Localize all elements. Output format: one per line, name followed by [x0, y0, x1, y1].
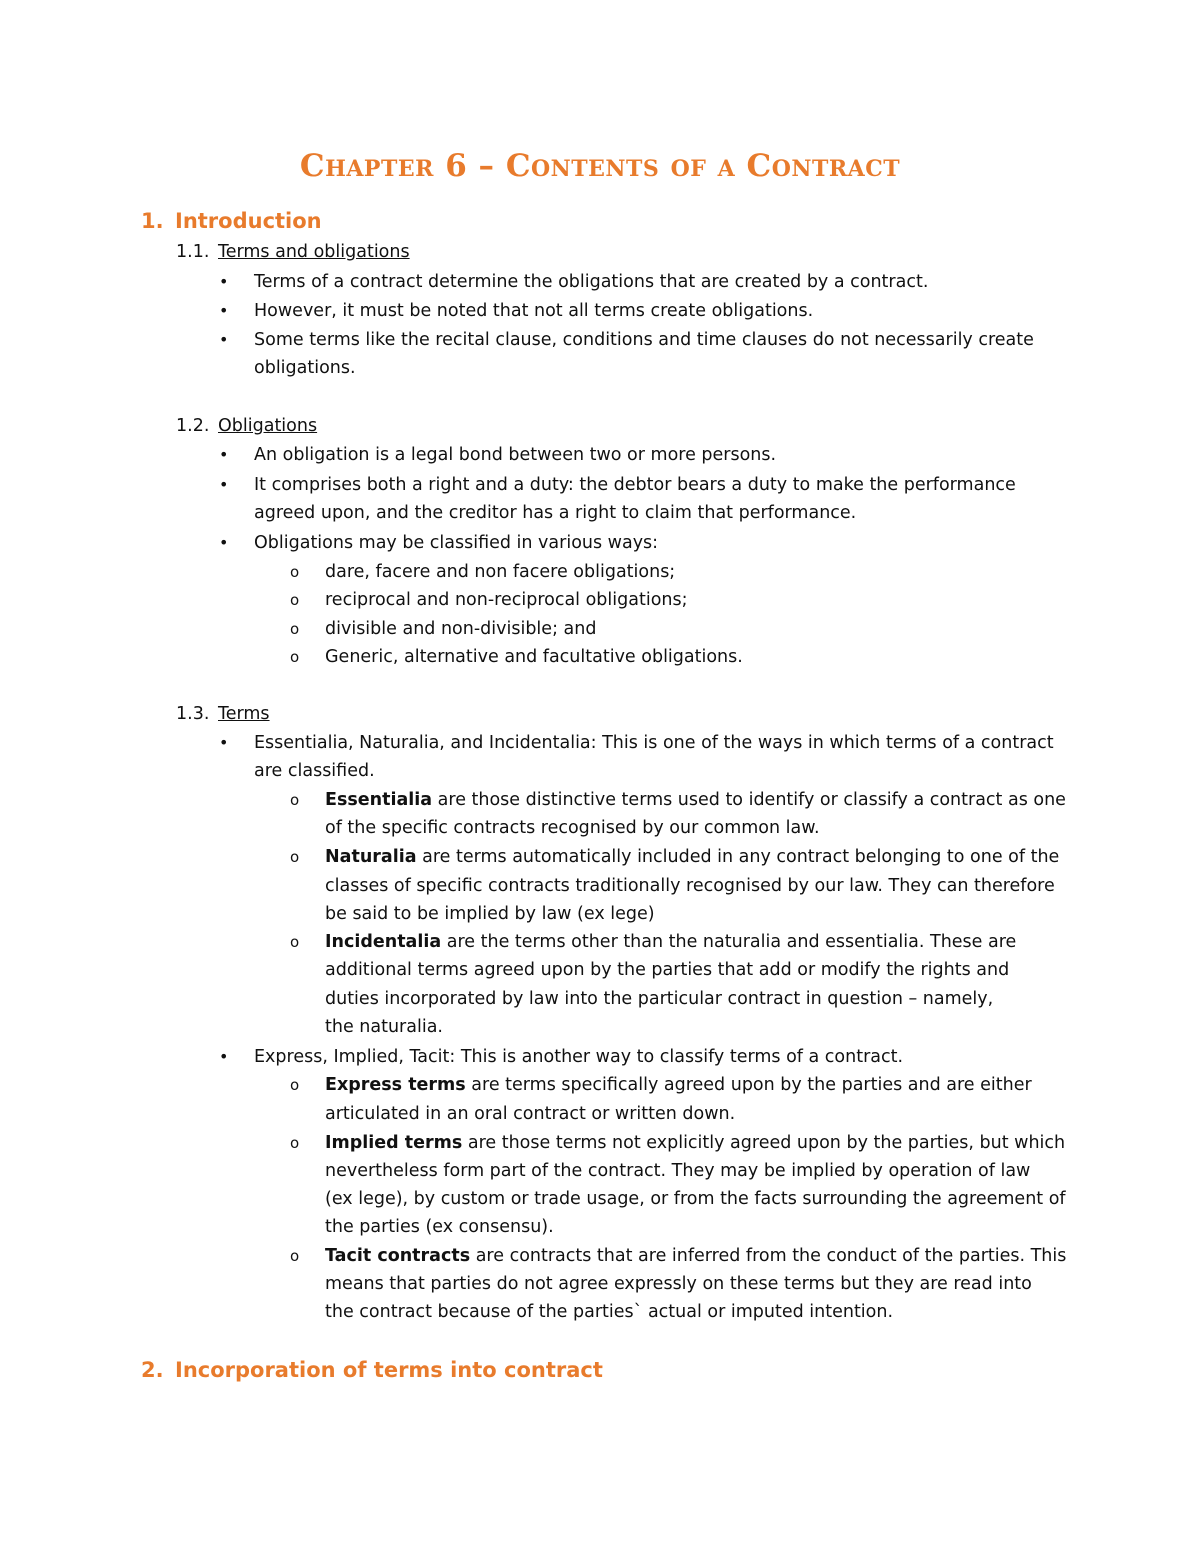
sub-list-item-continuation: the contract because of the parties` actual or imputed intention. [325, 1302, 894, 1322]
section-2-heading [141, 1359, 603, 1381]
section-title: Introduction [175, 209, 322, 233]
sub-list-item-continuation: duties incorporated by law into the particular contract in question – namely, [325, 989, 994, 1009]
subsection-1-1-heading [176, 241, 410, 263]
list-item: Some terms like the recital clause, conditions and time clauses do not necessarily create [254, 330, 1034, 350]
term-name: Tacit contracts [325, 1246, 471, 1266]
sub-list-item: dare, facere and non facere obligations; [325, 562, 676, 582]
subsection-1-2-heading [176, 415, 317, 437]
sub-list-item-continuation: additional terms agreed upon by the parties that add or modify the rights and [325, 960, 1010, 980]
bullet-icon: • [219, 301, 229, 320]
section-number: 1. [141, 209, 164, 233]
bullet-icon: • [219, 445, 229, 464]
sub-bullet-icon: o [290, 648, 300, 666]
list-item: It comprises both a right and a duty: the debtor bears a duty to make the performance [254, 475, 1016, 495]
sub-bullet-icon: o [290, 933, 300, 951]
sub-list-item-continuation: nevertheless form part of the contract. They may be implied by operation of law [325, 1161, 1031, 1181]
term-name: Express terms [325, 1075, 466, 1095]
subsection-number: 1.3. [176, 704, 210, 724]
sub-list-item-continuation: means that parties do not agree expressly on these terms but they are read into [325, 1274, 1032, 1294]
term-text: are those terms not explicitly agreed upon by the parties, but which [462, 1133, 1066, 1153]
sub-list-item [325, 789, 1066, 811]
list-item-continuation: are classified. [254, 761, 375, 781]
sub-list-item-continuation: articulated in an oral contract or written down. [325, 1104, 736, 1124]
subsection-number: 1.1. [176, 242, 210, 262]
bullet-icon: • [219, 1047, 229, 1066]
sub-list-item [325, 1132, 1065, 1154]
term-name: Incidentalia [325, 932, 442, 952]
list-item: An obligation is a legal bond between two or more persons. [254, 445, 777, 465]
sub-list-item-continuation: (ex lege), by custom or trade usage, or from the facts surrounding the agreement of [325, 1189, 1066, 1209]
sub-list-item: divisible and non-divisible; and [325, 619, 597, 639]
sub-bullet-icon: o [290, 563, 300, 581]
bullet-icon: • [219, 330, 229, 349]
sub-list-item [325, 1074, 1032, 1096]
section-title: Incorporation of terms into contract [175, 1358, 603, 1382]
section-number: 2. [141, 1358, 164, 1382]
bullet-icon: • [219, 272, 229, 291]
term-text: are the terms other than the naturalia and essentialia. These are [441, 932, 1017, 952]
bullet-icon: • [219, 733, 229, 752]
list-item-continuation: obligations. [254, 358, 356, 378]
sub-bullet-icon: o [290, 791, 300, 809]
term-name: Naturalia [325, 847, 417, 867]
sub-list-item [325, 1245, 1066, 1267]
sub-bullet-icon: o [290, 591, 300, 609]
subsection-title: Obligations [218, 416, 318, 436]
list-item-continuation: agreed upon, and the creditor has a right to claim that performance. [254, 503, 857, 523]
sub-list-item-continuation: of the specific contracts recognised by our common law. [325, 818, 820, 838]
subsection-1-3-heading [176, 703, 270, 725]
sub-list-item: Generic, alternative and facultative obligations. [325, 647, 743, 667]
sub-bullet-icon: o [290, 1247, 300, 1265]
sub-list-item-continuation: classes of specific contracts traditionally recognised by our law. They can therefore [325, 876, 1055, 896]
sub-list-item [325, 846, 1059, 868]
list-item: Express, Implied, Tacit: This is another way to classify terms of a contract. [254, 1047, 904, 1067]
bullet-icon: • [219, 533, 229, 552]
term-text: are those distinctive terms used to identify or classify a contract as one [432, 790, 1066, 810]
subsection-title: Terms [218, 704, 270, 724]
sub-bullet-icon: o [290, 620, 300, 638]
sub-bullet-icon: o [290, 1076, 300, 1094]
subsection-title: Terms and obligations [218, 242, 410, 262]
sub-list-item-continuation: be said to be implied by law (ex lege) [325, 904, 655, 924]
term-text: are terms specifically agreed upon by the parties and are either [465, 1075, 1032, 1095]
bullet-icon: • [219, 475, 229, 494]
list-item: Terms of a contract determine the obligations that are created by a contract. [254, 272, 929, 292]
term-text: are contracts that are inferred from the conduct of the parties. This [470, 1246, 1067, 1266]
term-name: Implied terms [325, 1133, 463, 1153]
list-item: Obligations may be classified in various ways: [254, 533, 659, 553]
sub-list-item [325, 931, 1016, 953]
sub-list-item-continuation: the parties (ex consensu). [325, 1217, 554, 1237]
sub-list-item: reciprocal and non-reciprocal obligations; [325, 590, 688, 610]
term-text: are terms automatically included in any contract belonging to one of the [416, 847, 1060, 867]
sub-bullet-icon: o [290, 1134, 300, 1152]
section-1-heading [141, 210, 322, 232]
sub-bullet-icon: o [290, 848, 300, 866]
page-title: Chapter 6 – Contents of a Contract [299, 148, 901, 184]
list-item: Essentialia, Naturalia, and Incidentalia: This is one of the ways in which terms of a contract [254, 733, 1054, 753]
subsection-number: 1.2. [176, 416, 210, 436]
term-name: Essentialia [325, 790, 433, 810]
sub-list-item-continuation: the naturalia. [325, 1017, 443, 1037]
list-item: However, it must be noted that not all terms create obligations. [254, 301, 814, 321]
